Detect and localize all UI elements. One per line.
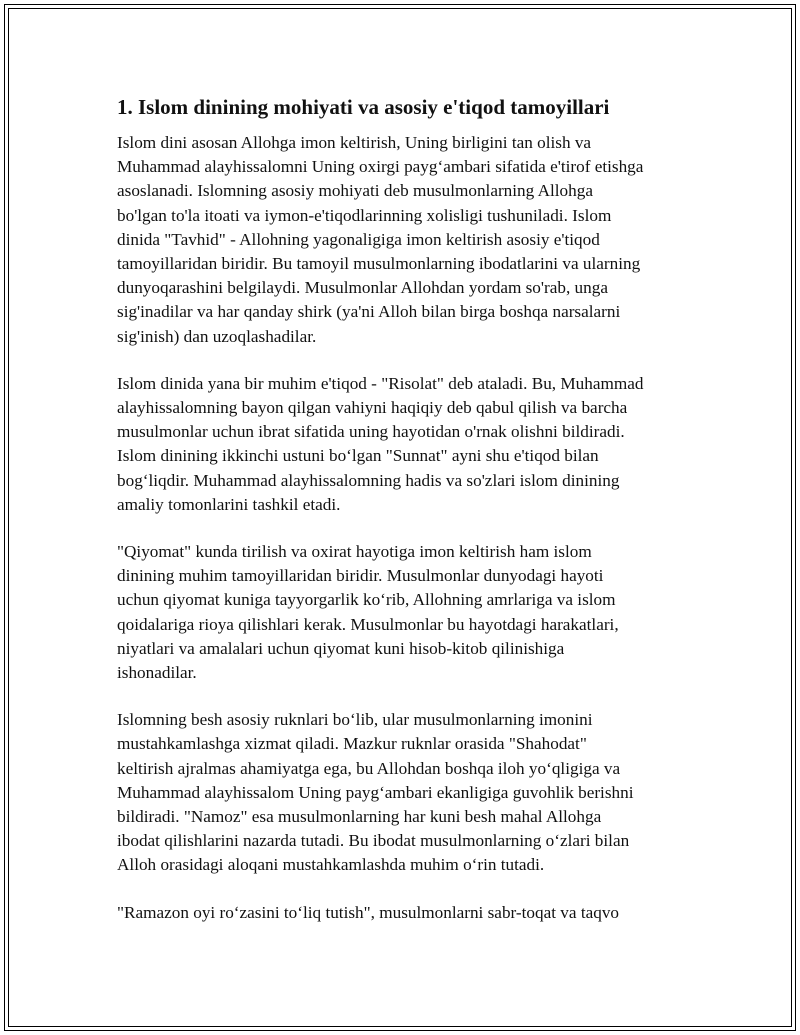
text-line: tamoyillaridan biridir. Bu tamoyil musulmonlarning ibodatlarini va ularning bbox=[117, 254, 641, 274]
text-line: Muhammad alayhissalomni Uning oxirgi payg‘ambari sifatida e'tirof etishga bbox=[117, 157, 644, 177]
section-heading: 1. Islom dinining mohiyati va asosiy e'tiqod tamoyillari bbox=[117, 95, 610, 119]
text-line: Islomning besh asosiy ruknlari bo‘lib, ular musulmonlarning imonini bbox=[117, 710, 593, 730]
text-line: Alloh orasidagi aloqani mustahkamlashda muhim o‘rin tutadi. bbox=[117, 855, 545, 875]
paragraph bbox=[117, 372, 692, 517]
text-line: qoidalariga rioya qilishlari kerak. Musulmonlar bu hayotdagi harakatlari, bbox=[117, 614, 619, 634]
text-line: niyatlari va amalalari uchun qiyomat kuni hisob-kitob qilinishiga bbox=[117, 638, 565, 658]
text-line: alayhissalomning bayon qilgan vahiyni haqiqiy deb qabul qilish va barcha bbox=[117, 398, 628, 418]
paragraph bbox=[117, 901, 692, 925]
text-line: Islom dini asosan Allohga imon keltirish, Uning birligini tan olish va bbox=[117, 133, 592, 152]
text-line: mustahkamlashga xizmat qiladi. Mazkur ruknlar orasida "Shahodat" bbox=[117, 734, 587, 754]
text-line: amaliy tomonlarini tashkil etadi. bbox=[117, 494, 341, 514]
paragraph bbox=[117, 131, 692, 349]
text-line: ishonadilar. bbox=[117, 663, 197, 683]
text-line: "Qiyomat" kunda tirilish va oxirat hayotiga imon keltirish ham islom bbox=[117, 542, 592, 562]
document-body bbox=[117, 93, 692, 948]
text-line: bog‘liqdir. Muhammad alayhissalomning hadis va so'zlari islom dinining bbox=[117, 470, 620, 490]
text-line: keltirish ajralmas ahamiyatga ega, bu Allohdan boshqa iloh yo‘qligiga va bbox=[117, 758, 621, 778]
text-line: Islom dinida yana bir muhim e'tiqod - "Risolat" deb ataladi. Bu, Muhammad bbox=[117, 373, 644, 393]
text-line: asoslanadi. Islomning asosiy mohiyati deb musulmonlarning Allohga bbox=[117, 181, 593, 201]
text-line: musulmonlar uchun ibrat sifatida uning hayotidan o'rnak olishni bildiradi. bbox=[117, 422, 625, 442]
text-line: bo'lgan to'la itoati va iymon-e'tiqodlarinning xolisligi tushuniladi. Islom bbox=[117, 205, 612, 225]
text-line: sig'inadilar va har qanday shirk (ya'ni Alloh bilan birga boshqa narsalarni bbox=[117, 302, 621, 322]
text-line: ibodat qilishlarini nazarda tutadi. Bu ibodat musulmonlarning o‘zlari bilan bbox=[117, 831, 630, 851]
text-line: Islom dinining ikkinchi ustuni bo‘lgan "Sunnat" ayni shu e'tiqod bilan bbox=[117, 446, 599, 466]
paragraph bbox=[117, 708, 692, 877]
paragraph bbox=[117, 540, 692, 685]
text-line: Muhammad alayhissalom Uning payg‘ambari ekanligiga guvohlik berishni bbox=[117, 782, 634, 802]
text-line: bildiradi. "Namoz" esa musulmonlarning har kuni besh mahal Allohga bbox=[117, 807, 602, 827]
text-line: dinida "Tavhid" - Allohning yagonaligiga imon keltirish asosiy e'tiqod bbox=[117, 229, 600, 249]
text-line: dunyoqarashini belgilaydi. Musulmonlar Allohdan yordam so'rab, unga bbox=[117, 278, 608, 298]
text-line: dinining muhim tamoyillaridan biridir. Musulmonlar dunyodagi hayoti bbox=[117, 566, 604, 586]
text-line: sig'inish) dan uzoqlashadilar. bbox=[117, 326, 317, 346]
text-line: "Ramazon oyi ro‘zasini to‘liq tutish", musulmonlarni sabr-toqat va taqvo bbox=[117, 902, 620, 922]
text-line: uchun qiyomat kuniga tayyorgarlik ko‘rib, Allohning amrlariga va islom bbox=[117, 590, 616, 610]
